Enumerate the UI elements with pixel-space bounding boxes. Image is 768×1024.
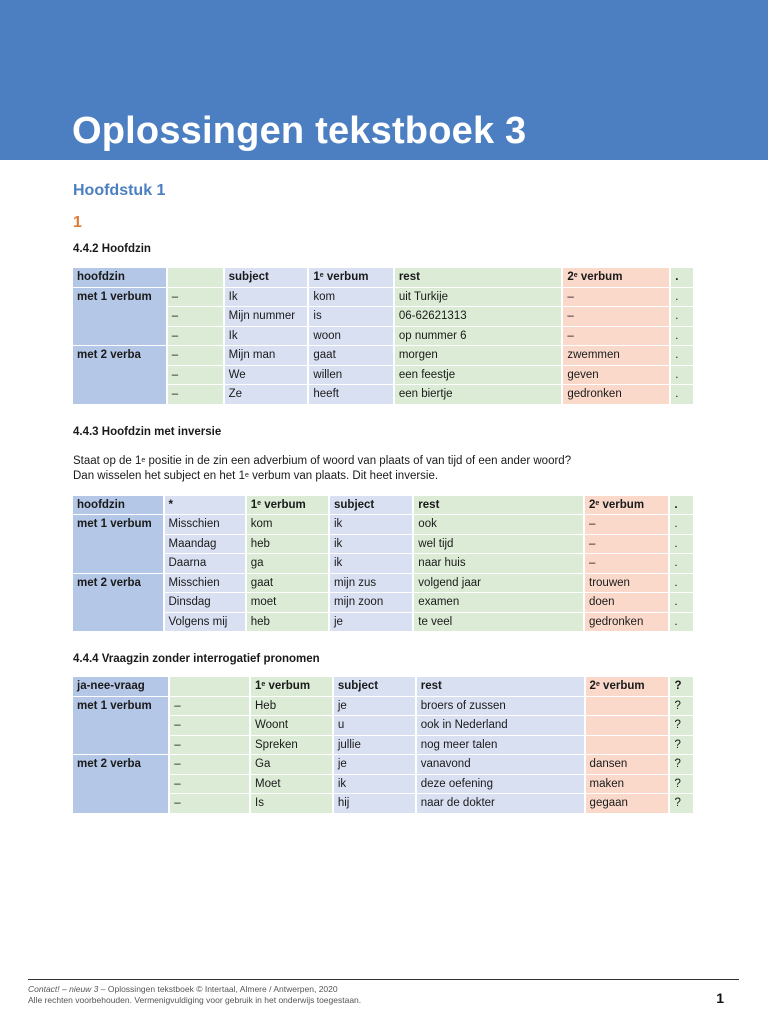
- table-cell-col-c: ik: [330, 515, 412, 534]
- table-cell-col-b: Mijn nummer: [225, 307, 308, 326]
- table-cell-col-b: gaat: [247, 574, 328, 593]
- table-cell-col-d: 06-62621313: [395, 307, 562, 326]
- column-header: 2e verbum: [586, 677, 669, 696]
- table-cell-col-a: –: [168, 307, 223, 326]
- table-row: [73, 366, 693, 385]
- table-cell-col-b: Ze: [225, 385, 308, 404]
- table-cell-col-b: Ga: [251, 755, 332, 774]
- table-cell-col-e: gegaan: [586, 794, 669, 813]
- column-header: ?: [670, 677, 693, 696]
- table-cell-col-d: te veel: [414, 613, 583, 632]
- ordinal-sup: e: [573, 272, 578, 279]
- table-row: [73, 346, 693, 365]
- table-cell-col-b: moet: [247, 593, 328, 612]
- table-cell-col-c: je: [330, 613, 412, 632]
- grammar-table: [71, 676, 695, 814]
- intro-text: verbum van plaats. Dit heet inversie.: [248, 469, 439, 482]
- table-header-row: [73, 268, 693, 287]
- footer-rule: [28, 979, 739, 980]
- page-title: Oplossingen tekstboek 3: [72, 110, 527, 152]
- table-cell-col-e: zwemmen: [563, 346, 669, 365]
- row-group-label: met 1 verbum: [73, 697, 168, 755]
- table-cell-col-e: –: [563, 288, 669, 307]
- table-cell-col-d: examen: [414, 593, 583, 612]
- table-cell-col-f: .: [671, 346, 693, 365]
- column-header: 1e verbum: [251, 677, 332, 696]
- table-cell-col-a: –: [168, 288, 223, 307]
- row-group-label: met 1 verbum: [73, 288, 166, 346]
- table-cell-col-a: Dinsdag: [165, 593, 245, 612]
- column-header: 2e verbum: [585, 496, 668, 515]
- table-cell-col-c: woon: [309, 327, 392, 346]
- table-cell-col-c: is: [309, 307, 392, 326]
- table-cell-col-c: ik: [334, 775, 415, 794]
- table-cell-col-b: heb: [247, 535, 328, 554]
- intro-paragraph: [73, 454, 695, 484]
- table-cell-col-e: maken: [586, 775, 669, 794]
- table-cell-col-f: .: [670, 574, 693, 593]
- table-cell-col-d: vanavond: [417, 755, 584, 774]
- row-group-label: met 2 verba: [73, 574, 163, 632]
- row-group-label: met 2 verba: [73, 755, 168, 813]
- table-row: [73, 593, 693, 612]
- column-header: rest: [417, 677, 584, 696]
- table-cell-col-d: naar de dokter: [417, 794, 584, 813]
- table-cell-col-d: morgen: [395, 346, 562, 365]
- table-cell-col-f: .: [670, 515, 693, 534]
- table-cell-col-b: Mijn man: [225, 346, 308, 365]
- table-cell-col-f: ?: [670, 697, 693, 716]
- ordinal-sup: e: [261, 681, 266, 688]
- table-cell-col-a: –: [170, 775, 249, 794]
- table-cell-col-b: Woont: [251, 716, 332, 735]
- table-row: [73, 385, 693, 404]
- table-cell-col-b: Moet: [251, 775, 332, 794]
- table-cell-col-f: .: [671, 288, 693, 307]
- ordinal-sup: e: [257, 499, 262, 507]
- table-cell-col-b: heb: [247, 613, 328, 632]
- table-cell-col-e: dansen: [586, 755, 669, 774]
- column-header: [170, 677, 249, 696]
- table-cell-col-c: willen: [309, 366, 392, 385]
- table-cell-col-d: wel tijd: [414, 535, 583, 554]
- intro-text: Staat op de 1: [73, 454, 142, 467]
- table-cell-col-a: –: [170, 794, 249, 813]
- table-cell-col-f: .: [670, 554, 693, 573]
- table-cell-col-e: gedronken: [563, 385, 669, 404]
- row-group-label: met 1 verbum: [73, 515, 163, 573]
- table-cell-col-e: [586, 697, 669, 716]
- footer: [28, 984, 361, 1006]
- table-cell-col-e: –: [585, 554, 668, 573]
- table-cell-col-f: .: [671, 366, 693, 385]
- column-header: rest: [395, 268, 562, 287]
- section-title: 4.4.4 Vraagzin zonder interrogatief pronomen: [73, 653, 320, 665]
- section-title: 4.4.3 Hoofdzin met inversie: [73, 425, 222, 438]
- ordinal-sup: e: [595, 499, 600, 507]
- table-row: [73, 307, 693, 326]
- table-cell-col-f: .: [671, 327, 693, 346]
- column-header: 1e verbum: [309, 268, 392, 287]
- column-header: 1e verbum: [247, 496, 328, 515]
- table-cell-col-e: [586, 736, 669, 755]
- table-cell-col-d: ook in Nederland: [417, 716, 584, 735]
- table-cell-col-a: Daarna: [165, 554, 245, 573]
- column-header: 2e verbum: [563, 268, 669, 287]
- table-row: [73, 697, 693, 716]
- table-cell-col-a: Misschien: [165, 574, 245, 593]
- grammar-table: [71, 267, 695, 405]
- table-cell-col-d: ook: [414, 515, 583, 534]
- table-cell-col-e: gedronken: [585, 613, 668, 632]
- table-cell-col-d: volgend jaar: [414, 574, 583, 593]
- content: [73, 182, 695, 814]
- table-row: [73, 613, 693, 632]
- chapter-heading: Hoofdstuk 1: [73, 182, 166, 199]
- table-cell-col-f: .: [671, 307, 693, 326]
- table-cell-col-e: trouwen: [585, 574, 668, 593]
- table-cell-col-b: Heb: [251, 697, 332, 716]
- table-cell-col-c: ik: [330, 535, 412, 554]
- table-cell-col-d: broers of zussen: [417, 697, 584, 716]
- table-cell-col-a: –: [168, 327, 223, 346]
- column-header: *: [165, 496, 245, 515]
- column-header: subject: [225, 268, 308, 287]
- table-row: [73, 288, 693, 307]
- table-cell-col-d: uit Turkije: [395, 288, 562, 307]
- ordinal-sup: e: [319, 272, 324, 279]
- table-cell-col-e: –: [585, 535, 668, 554]
- footer-copyright: – Oplossingen tekstboek © Intertaal, Almere / Antwerpen, 2020: [98, 984, 338, 994]
- table-row: [73, 327, 693, 346]
- table-cell-col-a: Misschien: [165, 515, 245, 534]
- table-cell-col-a: –: [170, 697, 249, 716]
- table-cell-col-a: –: [168, 366, 223, 385]
- table-cell-col-d: nog meer talen: [417, 736, 584, 755]
- table-cell-col-c: gaat: [309, 346, 392, 365]
- table-cell-col-b: Ik: [225, 288, 308, 307]
- table-row: [73, 554, 693, 573]
- table-cell-col-b: Is: [251, 794, 332, 813]
- table-cell-col-e: –: [585, 515, 668, 534]
- table-cell-col-f: ?: [670, 755, 693, 774]
- table-row: [73, 515, 693, 534]
- table-cell-col-f: .: [670, 613, 693, 632]
- table-cell-col-e: [586, 716, 669, 735]
- table-cell-col-a: –: [168, 385, 223, 404]
- exercise-number: 1: [73, 214, 82, 231]
- table-cell-col-a: –: [168, 346, 223, 365]
- table-cell-col-e: geven: [563, 366, 669, 385]
- footer-rights: Alle rechten voorbehouden. Vermenigvuldiging voor gebruik in het onderwijs toegestaan.: [28, 995, 362, 1005]
- table-row: [73, 755, 693, 774]
- table-cell-col-b: kom: [247, 515, 328, 534]
- table-cell-col-a: Maandag: [165, 535, 245, 554]
- table-cell-col-d: deze oefening: [417, 775, 584, 794]
- table-cell-col-e: –: [563, 307, 669, 326]
- table-cell-col-f: ?: [670, 716, 693, 735]
- table-cell-col-c: mijn zus: [330, 574, 412, 593]
- table-cell-col-c: je: [334, 697, 415, 716]
- table-cell-col-d: een feestje: [395, 366, 562, 385]
- table-cell-col-d: naar huis: [414, 554, 583, 573]
- column-header: rest: [414, 496, 583, 515]
- column-header: .: [670, 496, 693, 515]
- table-cell-col-c: heeft: [309, 385, 392, 404]
- table-cell-col-a: –: [170, 755, 249, 774]
- table-cell-col-e: –: [563, 327, 669, 346]
- table-cell-col-b: Spreken: [251, 736, 332, 755]
- table-cell-col-f: .: [670, 593, 693, 612]
- table-cell-col-a: Volgens mij: [165, 613, 245, 632]
- ordinal-sup: e: [244, 471, 249, 479]
- table-cell-col-c: kom: [309, 288, 392, 307]
- intro-text: Dan wisselen het subject en het 1: [73, 469, 245, 482]
- column-header: subject: [334, 677, 415, 696]
- column-header: ja-nee-vraag: [73, 677, 168, 696]
- column-header: subject: [330, 496, 412, 515]
- table-row: [73, 574, 693, 593]
- table-cell-col-c: ik: [330, 554, 412, 573]
- grammar-table: [71, 495, 695, 633]
- table-cell-col-c: u: [334, 716, 415, 735]
- table-cell-col-a: –: [170, 736, 249, 755]
- table-header-row: [73, 496, 693, 515]
- column-header: .: [671, 268, 693, 287]
- column-header: [168, 268, 223, 287]
- column-header: hoofdzin: [73, 268, 166, 287]
- table-cell-col-f: ?: [670, 794, 693, 813]
- ordinal-sup: e: [595, 681, 600, 688]
- table-cell-col-b: Ik: [225, 327, 308, 346]
- ordinal-sup: e: [141, 456, 146, 464]
- table-cell-col-f: .: [671, 385, 693, 404]
- column-header: hoofdzin: [73, 496, 163, 515]
- table-cell-col-d: op nummer 6: [395, 327, 562, 346]
- table-cell-col-c: hij: [334, 794, 415, 813]
- row-group-label: met 2 verba: [73, 346, 166, 404]
- table-cell-col-f: ?: [670, 736, 693, 755]
- intro-text: positie in de zin een adverbium of woord van plaats of van tijd of een ander woord?: [145, 454, 572, 467]
- table-cell-col-c: jullie: [334, 736, 415, 755]
- table-cell-col-b: ga: [247, 554, 328, 573]
- table-header-row: [73, 677, 693, 696]
- table-cell-col-b: We: [225, 366, 308, 385]
- table-cell-col-f: ?: [670, 775, 693, 794]
- footer-brand: Contact! – nieuw 3: [28, 984, 99, 994]
- page-number: 1: [716, 990, 724, 1006]
- table-cell-col-e: doen: [585, 593, 668, 612]
- section-title: 4.4.2 Hoofdzin: [73, 243, 151, 255]
- table-row: [73, 535, 693, 554]
- table-cell-col-a: –: [170, 716, 249, 735]
- title-banner: [0, 0, 768, 160]
- table-cell-col-c: mijn zoon: [330, 593, 412, 612]
- table-cell-col-f: .: [670, 535, 693, 554]
- table-cell-col-c: je: [334, 755, 415, 774]
- table-cell-col-d: een biertje: [395, 385, 562, 404]
